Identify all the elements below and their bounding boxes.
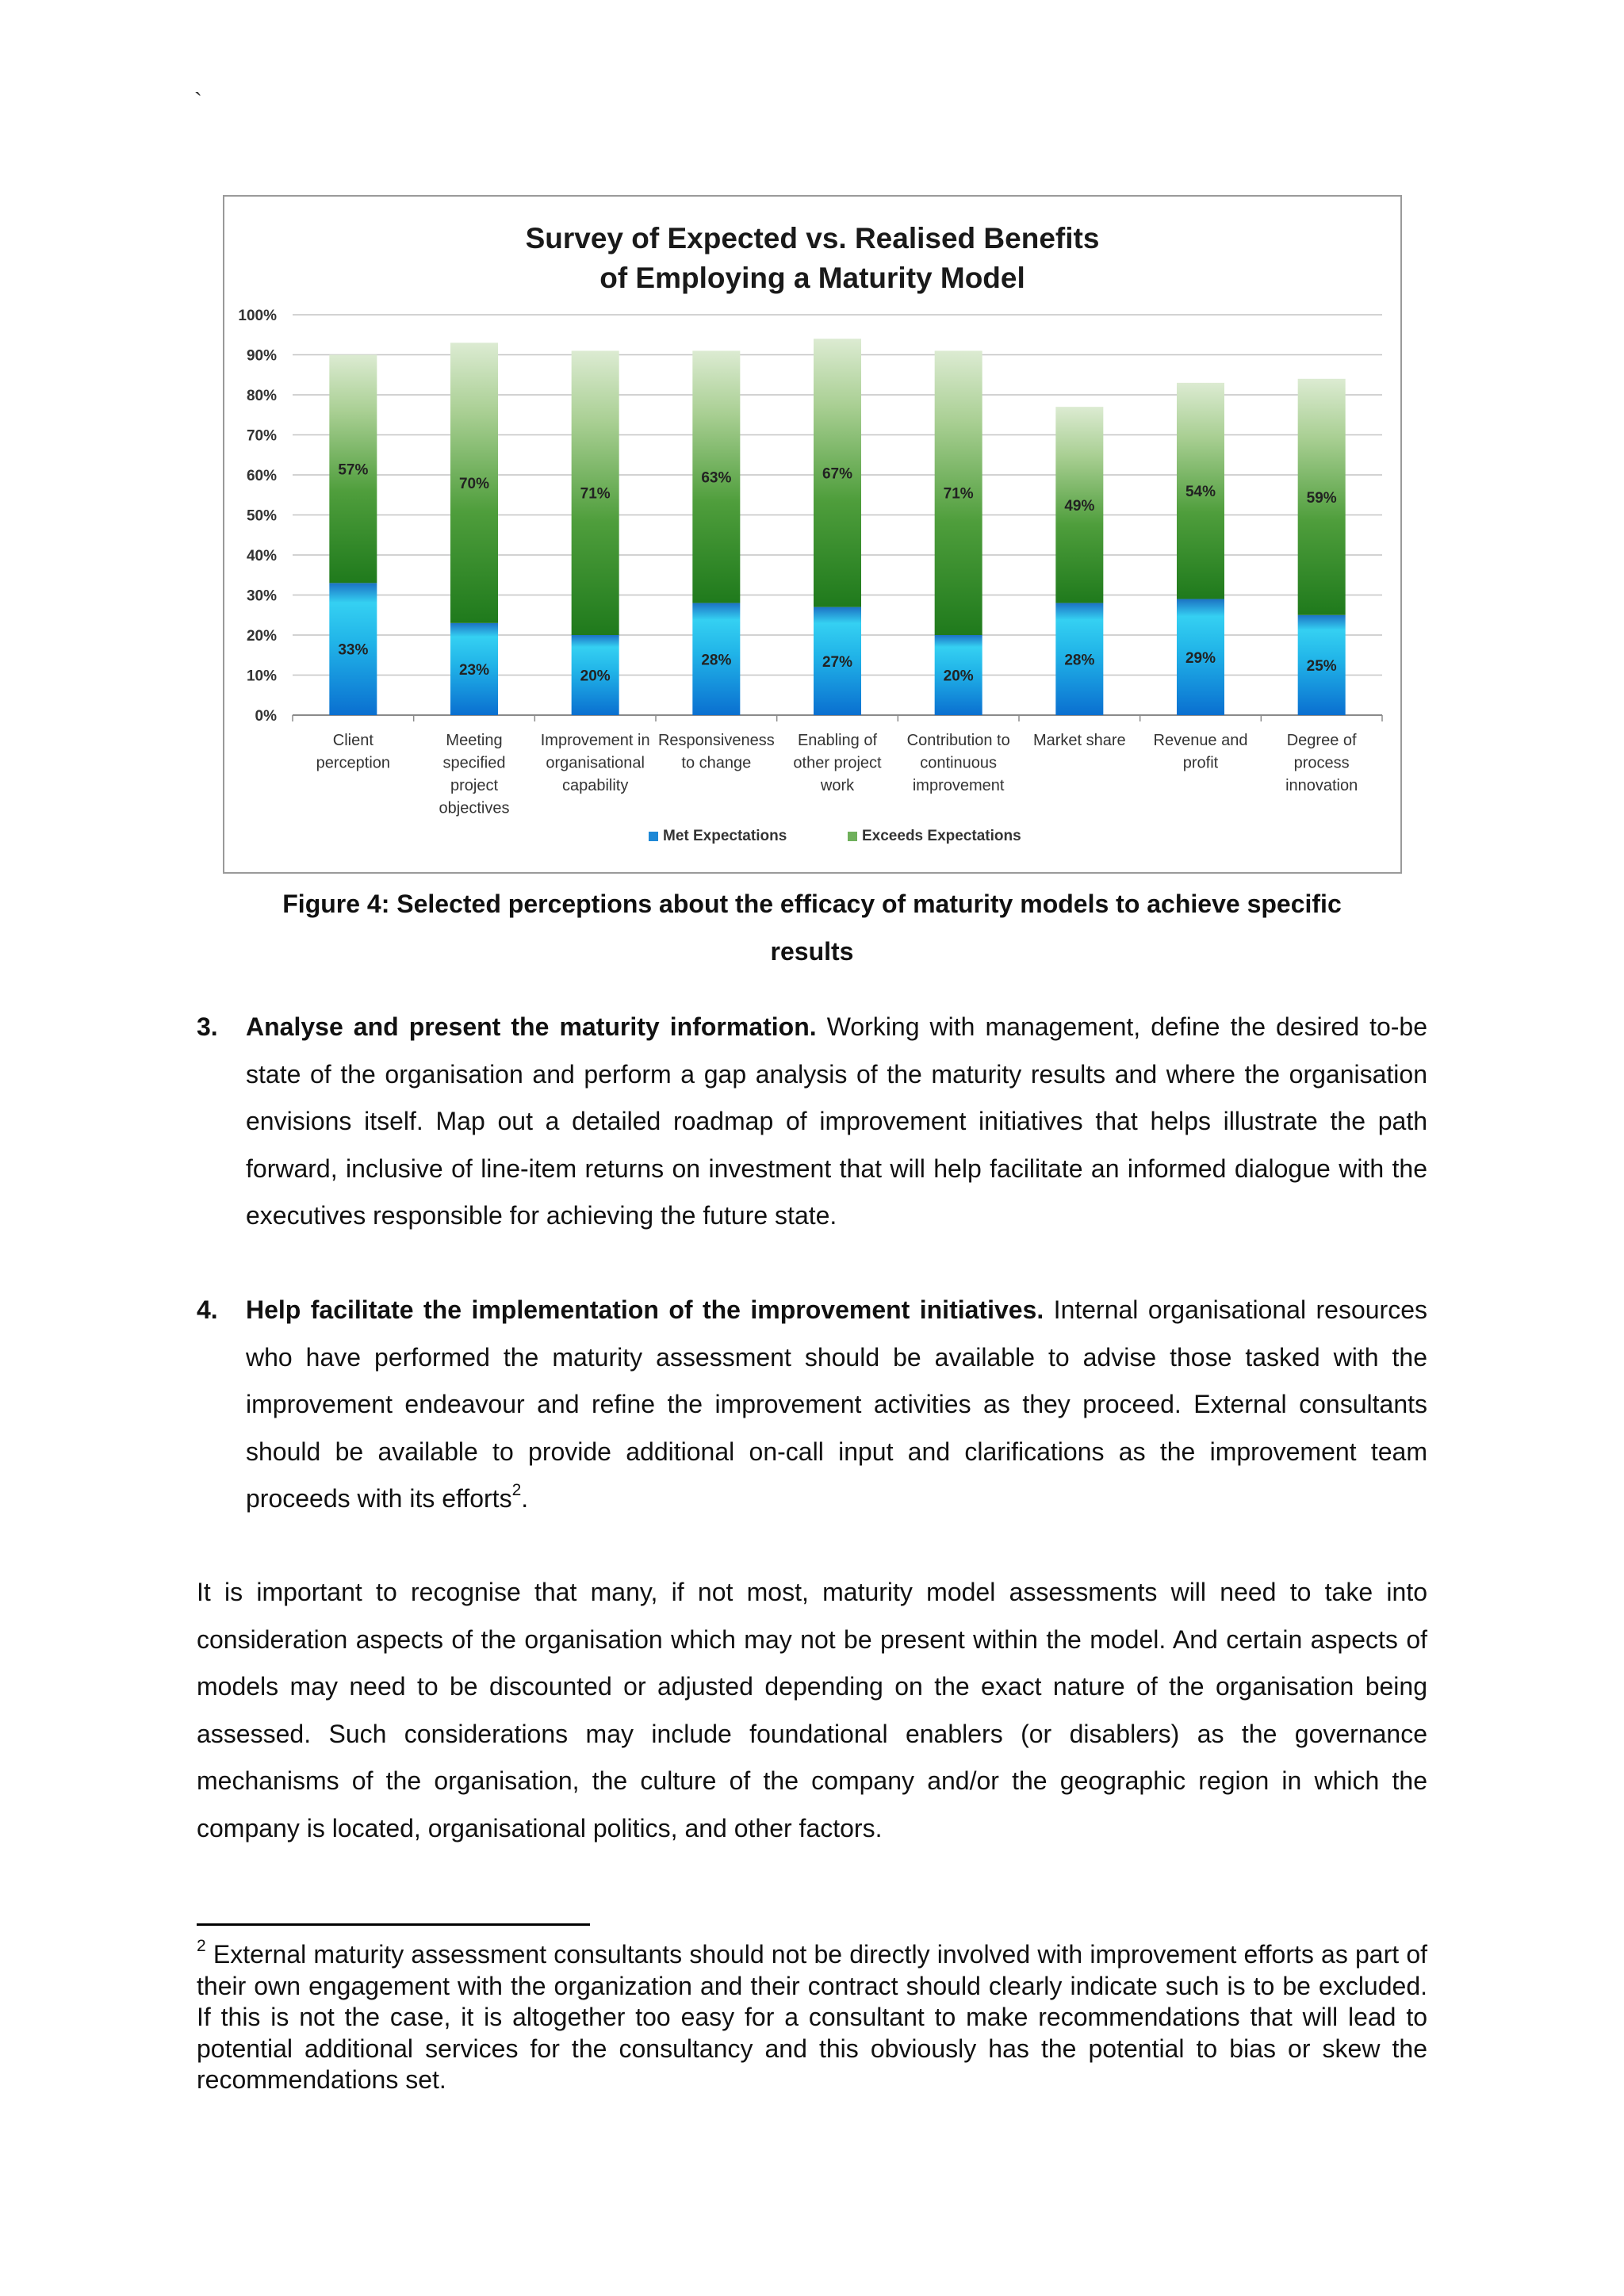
- footnote-marker: 2: [197, 1937, 206, 1956]
- list-number: 4.: [197, 1295, 218, 1324]
- y-tick-label: 100%: [238, 308, 277, 324]
- data-label-exceeds: 54%: [1185, 484, 1216, 501]
- chart-title-line-2: of Employing a Maturity Model: [599, 262, 1025, 294]
- x-category-label: process: [1293, 754, 1350, 772]
- stacked-bar-chart: [224, 197, 1400, 872]
- body-paragraph: It is important to recognise that many, if not most, maturity model assessments will need to take into consideration aspects of the organisation which may not be present within the model. And certain aspects of models may need to be discounted or adjusted depending on the exact nature of the organisation being assessed. Such considerations may include foundational enablers (or disablers) as the governance mechanisms of the organisation, the culture of the company and/or the geographic region in which the company is located, organisational politics, and other factors.: [197, 1578, 1427, 1843]
- y-tick-label: 50%: [246, 507, 277, 525]
- item-text-end: .: [521, 1484, 529, 1513]
- data-label-met: 23%: [458, 661, 490, 679]
- x-category-label: other project: [793, 754, 882, 772]
- x-category-label: Meeting: [446, 732, 503, 749]
- footnote: [197, 1939, 1427, 2096]
- item-heading: Help facilitate the implementation of the improvement initiatives.: [246, 1295, 1044, 1324]
- x-category-label: objectives: [439, 799, 510, 817]
- page-mark: `: [194, 89, 202, 115]
- x-category-label: innovation: [1285, 777, 1358, 794]
- data-label-exceeds: 67%: [822, 465, 853, 483]
- caption-line-2: results: [770, 937, 854, 966]
- y-tick-label: 40%: [246, 548, 277, 564]
- data-label-exceeds: 63%: [701, 469, 732, 487]
- data-label-exceeds: 71%: [943, 485, 974, 503]
- y-tick-label: 70%: [246, 427, 277, 445]
- x-category-label: to change: [681, 754, 752, 772]
- x-category-label: Client: [332, 732, 373, 749]
- legend-label: Exceeds Expectations: [862, 828, 1021, 844]
- data-label-exceeds: 70%: [458, 476, 490, 493]
- x-category-label: work: [820, 777, 855, 794]
- x-category-label: Degree of: [1286, 732, 1357, 749]
- x-category-label: profit: [1182, 754, 1219, 772]
- list-number: 3.: [197, 1012, 218, 1041]
- legend-swatch: [848, 832, 857, 841]
- item-text: Working with management, define the desired to-be state of the organisation and perform a gap analysis of the maturity results and where the organisation envisions itself. Map out a detailed roadmap of improvement initiatives that helps illustrate the path forward, inclusive of line-item returns on investment that will help facilitate an informed dialogue with the executives responsible for achieving the future state.: [246, 1012, 1428, 1230]
- y-tick-label: 60%: [246, 468, 277, 484]
- footnote-separator: [197, 1923, 590, 1926]
- data-label-exceeds: 57%: [338, 461, 369, 479]
- data-label-exceeds: 71%: [580, 485, 611, 503]
- data-label-exceeds: 49%: [1064, 497, 1095, 515]
- data-label-met: 28%: [701, 652, 732, 669]
- legend-swatch: [649, 832, 658, 841]
- y-tick-label: 80%: [246, 388, 277, 404]
- data-label-exceeds: 59%: [1306, 489, 1337, 507]
- chart-title-line-1: Survey of Expected vs. Realised Benefits: [525, 222, 1100, 254]
- x-category-label: perception: [316, 754, 391, 772]
- x-category-label: Market share: [1032, 732, 1126, 749]
- x-category-label: improvement: [912, 777, 1005, 794]
- y-tick-label: 0%: [255, 708, 277, 725]
- item-text: Internal organisational resources who have performed the maturity assessment should be available to advise those tasked with the improvement endeavour and refine the improvement activities as they proceed. External consultants should be available to provide additional on-call input and clarifications as the improvement team proceeds with its efforts: [246, 1295, 1428, 1513]
- y-tick-label: 30%: [246, 587, 277, 605]
- item-heading: Analyse and present the maturity information.: [246, 1012, 817, 1041]
- x-category-label: specified: [442, 754, 506, 772]
- list-item-body: [246, 1287, 1427, 1523]
- x-category-label: Enabling of: [797, 732, 878, 749]
- list-item-3: [197, 1004, 1427, 1240]
- chart-frame: [223, 195, 1402, 874]
- data-label-met: 29%: [1185, 649, 1216, 667]
- x-category-label: Improvement in: [540, 732, 650, 749]
- x-category-label: capability: [561, 777, 629, 794]
- x-category-label: Revenue and: [1153, 732, 1248, 749]
- y-tick-label: 10%: [246, 668, 277, 685]
- list-item-4: [197, 1287, 1427, 1523]
- figure-caption: [198, 880, 1426, 975]
- list-item-body: [246, 1004, 1427, 1240]
- y-tick-label: 20%: [246, 628, 277, 645]
- footnote-text: External maturity assessment consultants should not be directly involved with improvement efforts as part of their own engagement with the organization and their contract should clearly indicate such is to be excluded. If this is not the case, it is altogether too easy for a consultant to make recommendations that will lead to potential additional services for the consultancy and this obviously has the potential to bias or skew the recommendations set.: [197, 1940, 1427, 2094]
- y-tick-label: 90%: [246, 347, 277, 365]
- data-label-met: 27%: [822, 653, 853, 671]
- x-category-label: Contribution to: [906, 732, 1010, 749]
- footnote-reference[interactable]: 2: [511, 1481, 522, 1500]
- legend-label: Met Expectations: [663, 828, 787, 844]
- data-label-met: 28%: [1064, 652, 1095, 669]
- data-label-met: 33%: [338, 641, 369, 659]
- caption-line-1: Figure 4: Selected perceptions about the efficacy of maturity models to achieve specific: [282, 890, 1342, 918]
- x-category-label: Responsiveness: [657, 732, 775, 749]
- data-label-met: 20%: [580, 668, 611, 685]
- x-category-label: continuous: [920, 754, 998, 772]
- data-label-met: 25%: [1306, 657, 1337, 675]
- x-category-label: project: [450, 777, 499, 794]
- x-category-label: organisational: [546, 754, 645, 772]
- data-label-met: 20%: [943, 668, 974, 685]
